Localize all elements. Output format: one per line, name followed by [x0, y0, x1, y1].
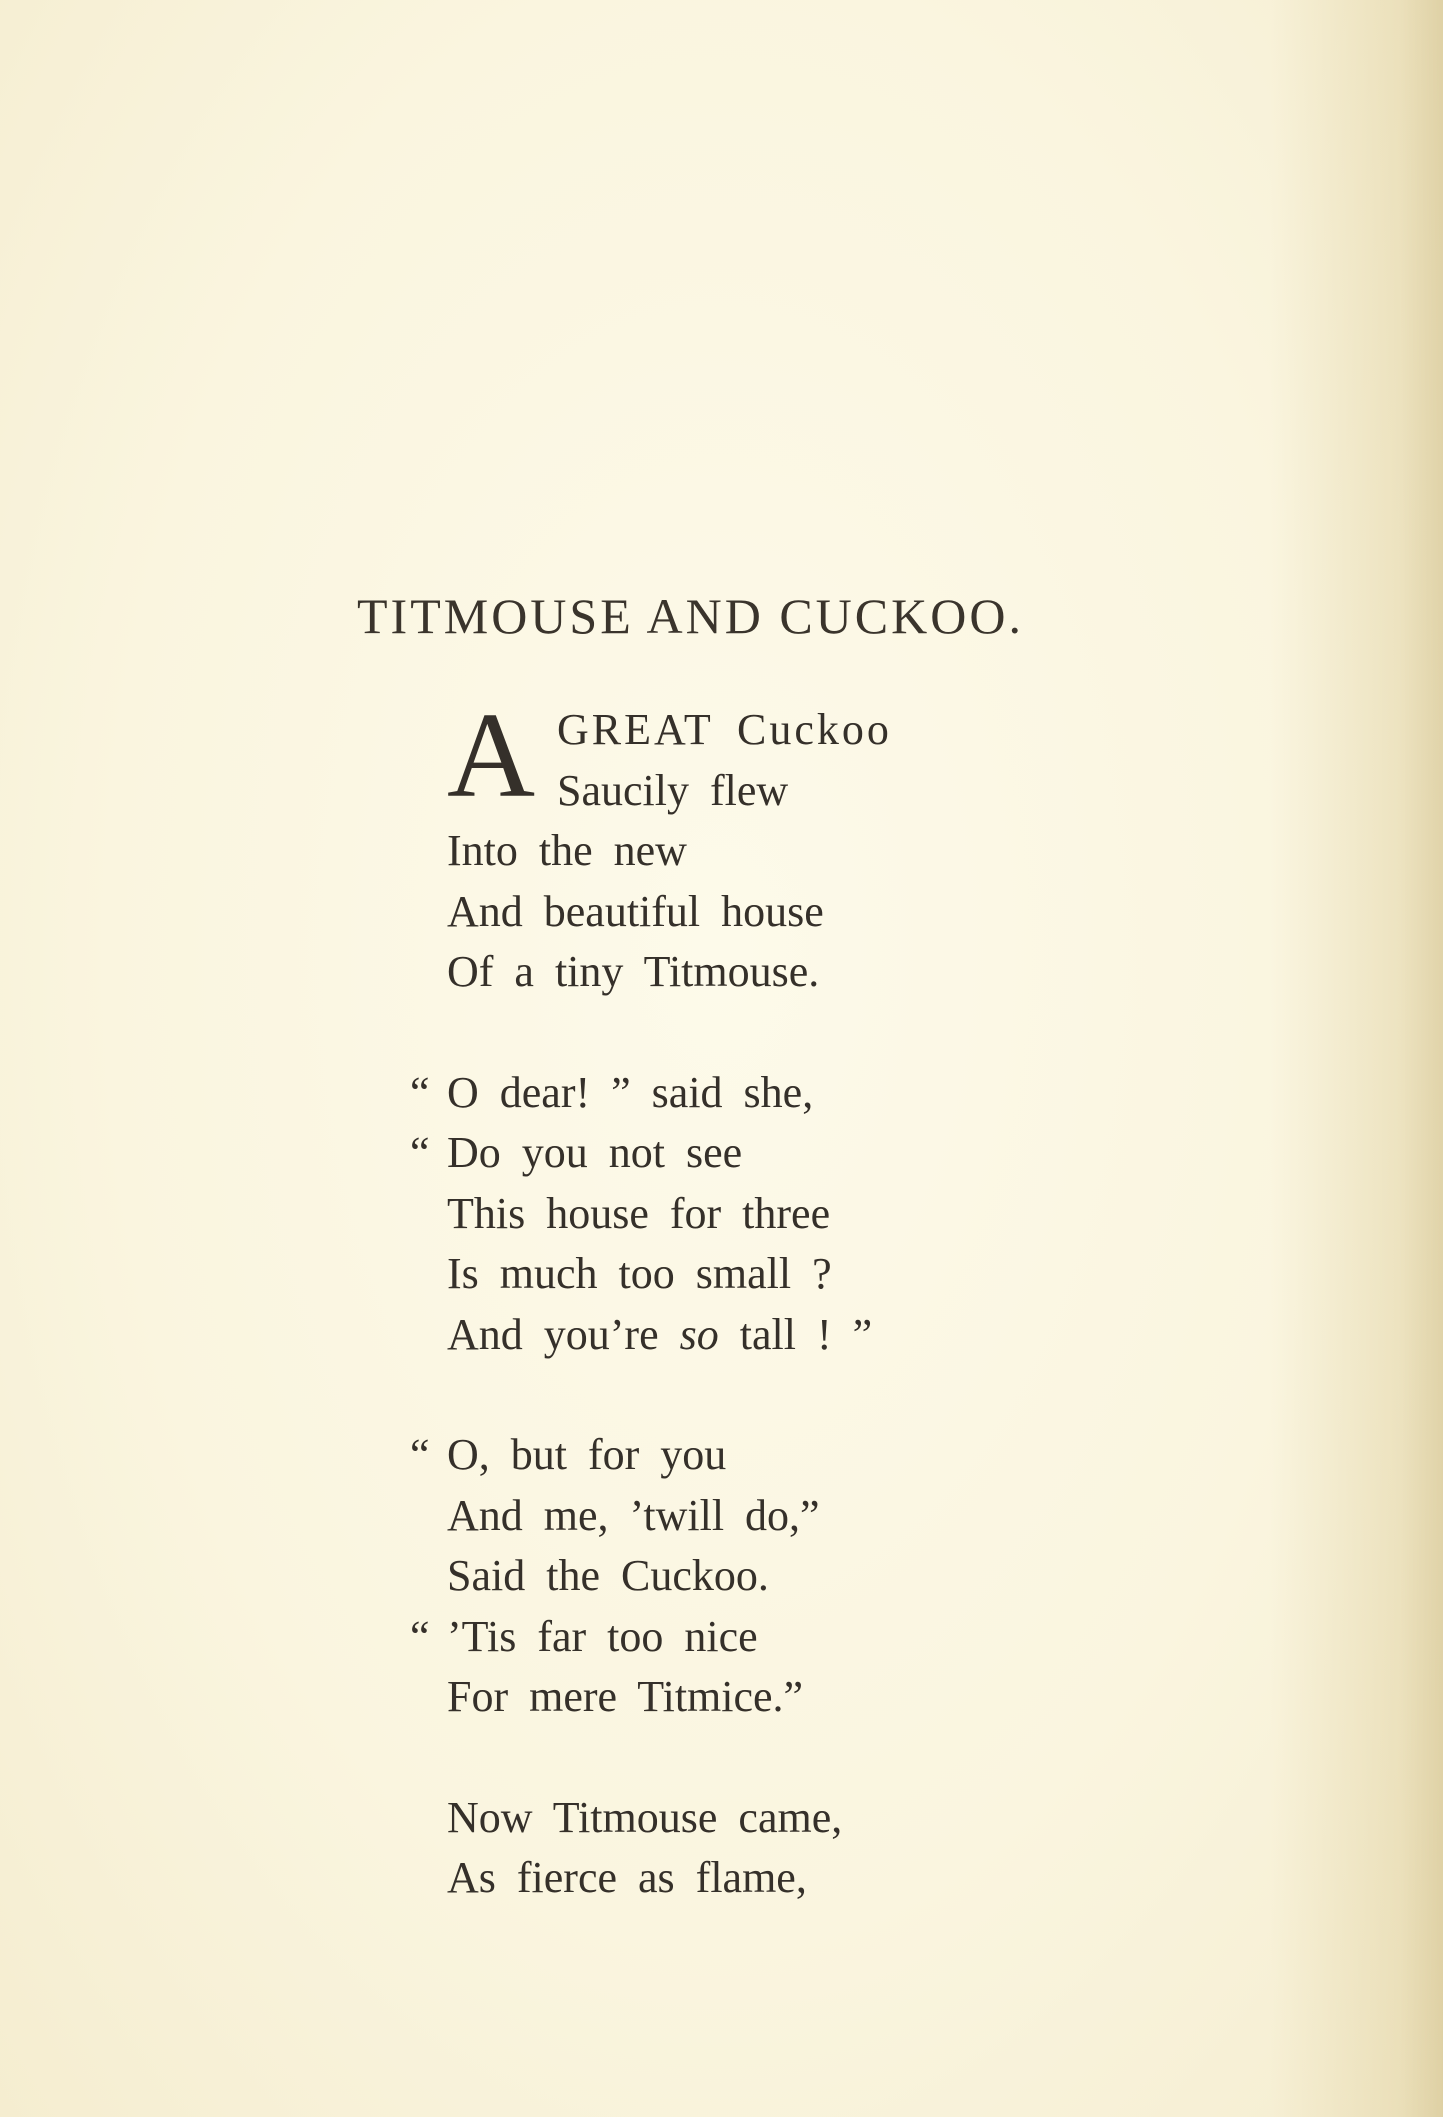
dropcap-block — [447, 688, 892, 823]
poem-title: TITMOUSE AND CUCKOO. — [357, 588, 1024, 644]
poem-line: For mere Titmice.” — [447, 1672, 804, 1721]
poem-line-text: Do you not see — [447, 1128, 743, 1177]
stanza-1 — [447, 688, 892, 1003]
poem-line: And me, ’twill do,” — [447, 1490, 820, 1540]
poem-line: Said the Cuckoo. — [447, 1551, 769, 1600]
poem-line — [410, 1123, 892, 1184]
poem-line — [410, 1425, 892, 1486]
poem-line-text: And you’re — [447, 1309, 659, 1359]
poem-line: Into the new — [447, 826, 687, 875]
poem-line: Is much too small ? — [447, 1249, 832, 1298]
poem-line-text: tall ! ” — [739, 1309, 873, 1359]
italic-word: so — [679, 1309, 719, 1359]
stanza-2 — [410, 1063, 892, 1366]
poem-line-text: O, but for you — [447, 1430, 727, 1479]
poem-line: Now Titmouse came, — [447, 1792, 843, 1842]
poem-line: And beautiful house — [447, 886, 824, 936]
poem-line — [447, 1305, 892, 1366]
poem-line — [410, 1607, 892, 1668]
poem-line: Saucily flew — [557, 765, 789, 815]
poem-line-text: O dear! ” said she, — [447, 1067, 814, 1117]
poem-line — [410, 1063, 892, 1124]
open-quote: “ — [410, 1067, 430, 1117]
poem-line-text: ’Tis far too nice — [447, 1611, 758, 1661]
open-quote: “ — [410, 1128, 430, 1177]
poem-line: As fierce as flame, — [447, 1853, 807, 1902]
poem-body — [410, 688, 892, 1969]
open-quote: “ — [410, 1430, 430, 1479]
stanza-3 — [410, 1425, 892, 1728]
poem-line: GREAT Cuckoo — [557, 705, 892, 754]
poem-line: Of a tiny Titmouse. — [447, 947, 820, 996]
stanza-4 — [447, 1788, 892, 1909]
poem-line: This house for three — [447, 1188, 831, 1238]
open-quote: “ — [410, 1611, 430, 1661]
drop-cap-letter: A — [447, 688, 536, 823]
